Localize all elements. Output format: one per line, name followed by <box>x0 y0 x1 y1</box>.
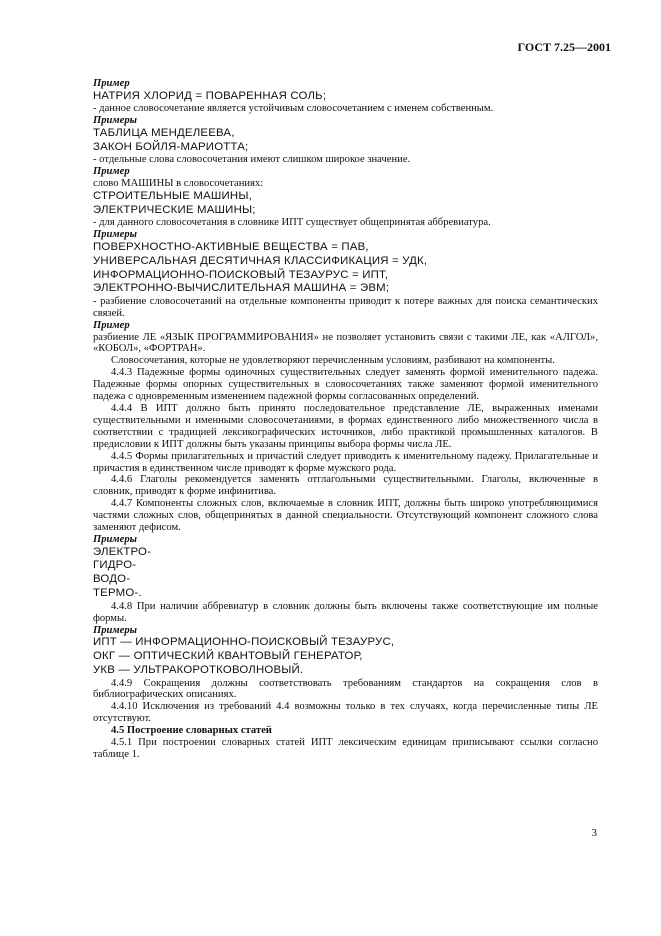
section-heading: 4.5 Построение словарных статей <box>111 725 272 737</box>
example-label: Примеры <box>93 115 138 127</box>
note-line: - отдельные слова словосочетания имеют слишком широкое значение. <box>93 154 411 166</box>
example-label: Примеры <box>93 229 138 241</box>
paragraph: Словосочетания, которые не удовлетворяют перечисленным условиям, разбивают на компоненты. <box>111 355 555 367</box>
example-label: Примеры <box>93 624 138 636</box>
paragraph: 4.4.10 Исключения из требований 4.4 возможны только в тех случаях, когда перечисленные типы ЛЕ отсутствуют. <box>93 701 598 725</box>
paragraph: 4.4.5 Формы прилагательных и причастий следует приводить к именительному падежу. Прилагательные и причастия в единственном числе приводят к форме мужского рода. <box>93 450 598 474</box>
note-line: слово МАШИНЫ в словосочетаниях: <box>93 177 264 189</box>
paragraph: 4.4.3 Падежные формы одиночных существительных следует заменять формой именительного падежа. Падежные формы опорных существительных в словосочетаниях также заменяют формой именительного падежа с одновременным изменением падежной формы согласованных определений. <box>93 367 598 403</box>
term-entry: УКВ — УЛЬТРАКОРОТКОВОЛНОВЫЙ. <box>93 663 304 676</box>
term-entry: ЗАКОН БОЙЛЯ-МАРИОТТА; <box>93 140 249 153</box>
example-label: Пример <box>93 166 130 178</box>
paragraph: 4.4.4 В ИПТ должно быть принято последовательное представление ЛЕ, выраженных именами существительными и именными словосочетаниями, в формах единственного либо множественного числа в соответствии с традицией лексикографических источников, либо практикой промышленных каталогов. В предисловии к ИПТ должны быть указаны принципы выбора формы числа ЛЕ. <box>93 403 598 450</box>
term-entry: УНИВЕРСАЛЬНАЯ ДЕСЯТИЧНАЯ КЛАССИФИКАЦИЯ = УДК, <box>93 254 428 267</box>
document-body <box>93 78 598 761</box>
note-line: - для данного словосочетания в словнике ИПТ существует общепринятая аббревиатура. <box>93 217 491 229</box>
term-entry: НАТРИЯ ХЛОРИД = ПОВАРЕННАЯ СОЛЬ; <box>93 89 327 102</box>
term-entry: ТЕРМО-. <box>93 586 142 599</box>
body-text: разбиение ЛЕ «ЯЗЫК ПРОГРАММИРОВАНИЯ» не позволяет установить связи с такими ЛЕ, как «АЛГОЛ», «КОБОЛ», «ФОРТРАН». <box>93 331 598 355</box>
term-entry: ЭЛЕКТРОННО-ВЫЧИСЛИТЕЛЬНАЯ МАШИНА = ЭВМ; <box>93 282 390 295</box>
term-entry: ТАБЛИЦА МЕНДЕЛЕЕВА, <box>93 126 235 139</box>
page-number: 3 <box>591 827 597 839</box>
example-label: Пример <box>93 319 130 331</box>
term-entry: СТРОИТЕЛЬНЫЕ МАШИНЫ, <box>93 189 252 202</box>
paragraph: 4.5.1 При построении словарных статей ИПТ лексическим единицам приписывают ссылки согласно таблице 1. <box>93 737 598 760</box>
note-line: - данное словосочетание является устойчивым словосочетанием с именем собственным. <box>93 103 494 115</box>
term-entry: ВОДО- <box>93 573 131 586</box>
term-entry: ИПТ — ИНФОРМАЦИОННО-ПОИСКОВЫЙ ТЕЗАУРУС, <box>93 636 395 649</box>
paragraph: 4.4.9 Сокращения должны соответствовать требованиям стандартов на сокращения слов в библиографических описаниях. <box>93 677 598 701</box>
term-entry: ГИДРО- <box>93 559 137 572</box>
term-entry: ЭЛЕКТРИЧЕСКИЕ МАШИНЫ; <box>93 203 256 216</box>
term-entry: ПОВЕРХНОСТНО-АКТИВНЫЕ ВЕЩЕСТВА = ПАВ, <box>93 240 369 253</box>
paragraph: 4.4.7 Компоненты сложных слов, включаемые в словник ИПТ, должны быть широко употребляющимися частями сложных слов, общепринятых в данной специальности. Отсутствующий компонент сложного слова заменяют дефисом. <box>93 498 598 534</box>
example-label: Пример <box>93 78 130 89</box>
page-header: ГОСТ 7.25—2001 <box>517 40 611 54</box>
term-entry: ЭЛЕКТРО- <box>93 545 152 558</box>
term-entry: ОКГ — ОПТИЧЕСКИЙ КВАНТОВЫЙ ГЕНЕРАТОР, <box>93 649 363 662</box>
paragraph: 4.4.6 Глаголы рекомендуется заменять отглагольными существительными. Глаголы, включенные в словник, приводят к форме инфинитива. <box>93 474 598 498</box>
body-text: - разбиение словосочетаний на отдельные компоненты приводит к потере важных для поиска семантических связей. <box>93 296 598 320</box>
example-label: Примеры <box>93 533 138 545</box>
paragraph: 4.4.8 При наличии аббревиатур в словник должны быть включены также соответствующие им полные формы. <box>93 600 598 624</box>
term-entry: ИНФОРМАЦИОННО-ПОИСКОВЫЙ ТЕЗАУРУС = ИПТ, <box>93 268 389 281</box>
